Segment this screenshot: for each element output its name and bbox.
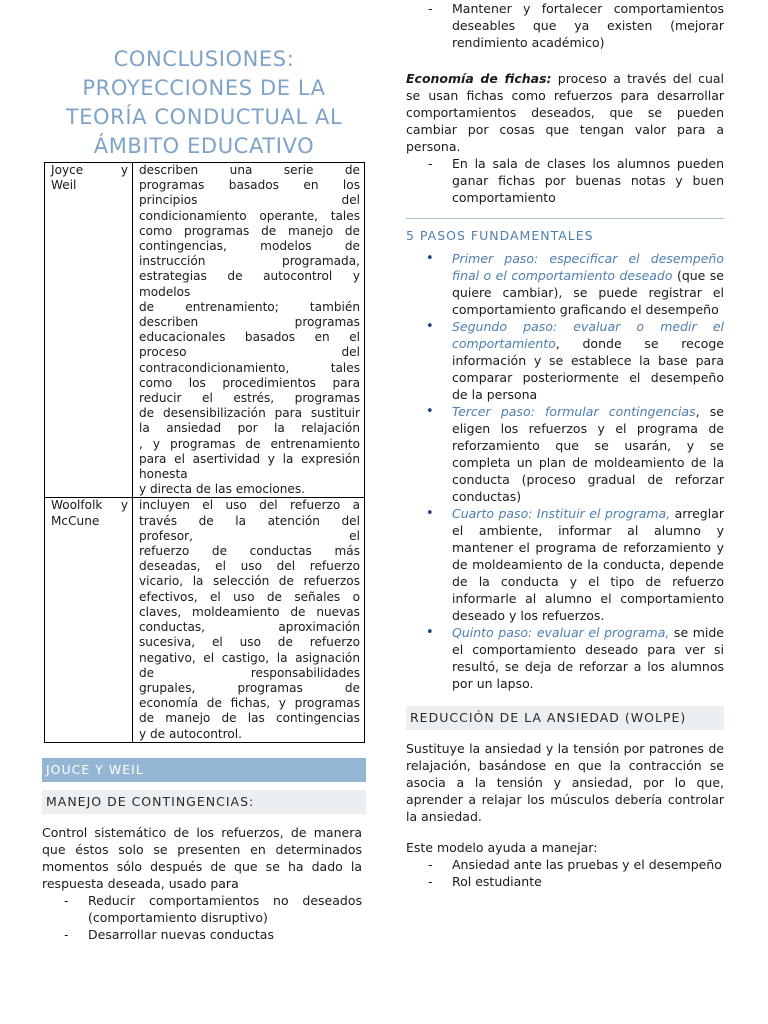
paso-label: Quinto paso: evaluar el programa, <box>452 625 670 640</box>
paso-text: (que se quiere cambiar), se puede registrar el comportamiento graficando el desempeño <box>452 268 724 317</box>
description-line: contracondicionamiento, tales <box>139 360 360 375</box>
section-divider <box>406 218 724 219</box>
description-line: de manejo de las contingencias <box>139 711 360 726</box>
page-title <box>42 45 366 161</box>
section-bar-jouce-weil: JOUCE Y WEIL <box>42 758 366 782</box>
subsection-bar-manejo: MANEJO DE CONTINGENCIAS: <box>42 790 366 814</box>
bullet-mark: • <box>426 506 434 521</box>
paso-label: Primer paso: especificar el desempeño final o el comportamiento deseado <box>452 251 724 283</box>
table-row <box>45 163 365 498</box>
manejo-list <box>42 892 362 943</box>
description-cell <box>133 163 365 498</box>
description-line: como programas de manejo de <box>139 223 360 238</box>
dash-mark: - <box>428 857 433 872</box>
description-line: para el asertividad y la expresión <box>139 451 360 466</box>
description-line: describen una serie de <box>139 163 360 177</box>
modelo-paragraph: Este modelo ayuda a manejar: <box>406 840 598 855</box>
description-line: incluyen el uso del refuerzo a <box>139 498 360 513</box>
description-line: conductas, aproximación <box>139 620 360 635</box>
description-line: refuerzo de conductas más <box>139 544 360 559</box>
fichas-example-list <box>406 155 724 206</box>
description-line: modelos <box>139 284 191 299</box>
description-line: de desensibilización para sustituir <box>139 406 360 421</box>
paso-label: Tercer paso: formular contingencias <box>452 404 696 419</box>
description-line: educacionales basados en el <box>139 330 360 345</box>
manejo-paragraph: Control sistemático de los refuerzos, de manera que éstos solo se presenten en determinados momentos sólo después de que se ha dado la respuesta deseada, usado para <box>42 824 362 891</box>
description-line: economía de fichas, y programas <box>139 696 360 711</box>
economia-paragraph <box>406 70 724 155</box>
list-item <box>406 873 724 890</box>
description-line: la ansiedad por la relajación <box>139 421 360 436</box>
pasos-list <box>406 250 724 692</box>
paso-item <box>406 624 724 692</box>
paso-item <box>406 403 724 505</box>
description-line: contingencias, modelos de <box>139 239 360 254</box>
authors-table <box>44 162 365 743</box>
description-line: de entrenamiento; también <box>139 299 360 314</box>
description-cell <box>133 498 365 742</box>
description-line: reducir el estrés, programas <box>139 391 360 406</box>
title-line: PROYECCIONES DE LA <box>82 76 326 100</box>
paso-item <box>406 318 724 403</box>
ansiedad-bar: REDUCCIÓN DE LA ANSIEDAD (WOLPE) <box>406 706 724 730</box>
description-line: efectivos, el uso de señales o <box>139 589 360 604</box>
dash-mark: - <box>428 1 433 16</box>
description-line: estrategias de autocontrol y <box>139 269 360 284</box>
author-line: Joyce y <box>51 163 128 177</box>
author-cell <box>45 498 133 742</box>
description-line: y de autocontrol. <box>139 726 242 741</box>
pasos-heading: 5 PASOS FUNDAMENTALES <box>406 228 594 243</box>
list-item-text: En la sala de clases los alumnos pueden ganar fichas por buenas notas y buen comportamiento <box>452 156 724 205</box>
list-item-text: Ansiedad ante las pruebas y el desempeño <box>452 857 722 872</box>
economia-text: proceso a través del cual se usan fichas como refuerzos para desarrollar comportamientos deseados, que se pueden cambiar por cosas que tengan valor para a persona. <box>406 71 725 154</box>
title-line: ÁMBITO EDUCATIVO <box>93 134 315 158</box>
list-item-text: Reducir comportamientos no deseados (comportamiento disruptivo) <box>88 892 362 925</box>
description-line: , y programas de entrenamiento <box>139 436 360 451</box>
paso-label: Cuarto paso: Instituir el programa, <box>452 506 671 521</box>
description-line: negativo, el castigo, la asignación <box>139 650 360 665</box>
description-line: describen programas <box>139 315 360 330</box>
description-line: condicionamiento operante, tales <box>139 208 360 223</box>
paso-text: , se eligen los refuerzos y el programa de reforzamiento que se usarán, y se completa un plan de moldeamiento de la conducta (proceso gradual de reforzar conductas) <box>452 404 725 504</box>
description-line: como los procedimientos para <box>139 375 360 390</box>
list-item-text: Desarrollar nuevas conductas <box>88 926 274 942</box>
description-line: través de la atención del <box>139 513 360 528</box>
author-line: Woolfolk y <box>51 498 128 513</box>
author-cell <box>45 163 133 498</box>
description-line: programas basados en los <box>139 178 360 193</box>
description-line: grupales, programas de <box>139 680 360 695</box>
description-line: de responsabilidades <box>139 665 360 680</box>
bullet-mark: • <box>426 404 434 419</box>
paso-label: Segundo paso: evaluar o medir el comportamiento <box>452 319 724 351</box>
ansiedad-paragraph: Sustituye la ansiedad y la tensión por patrones de relajación, basándose en que la contracción se asocia a la tensión y ansiedad, por lo que, aprender a relajar los músculos debería controlar la ansiedad. <box>406 741 724 824</box>
left-column <box>42 0 366 943</box>
table-row <box>45 498 365 742</box>
description-line: proceso del <box>139 345 360 360</box>
dash-mark: - <box>64 926 69 942</box>
description-line: deseadas, el uso del refuerzo <box>139 559 360 574</box>
title-line: TEORÍA CONDUCTUAL AL <box>65 105 343 129</box>
description-line: instrucción programada, <box>139 254 360 269</box>
list-item <box>406 0 724 51</box>
list-item-text: Mantener y fortalecer comportamientos deseables que ya existen (mejorar rendimiento académico) <box>452 1 724 50</box>
fortalecer-list <box>406 0 724 51</box>
description-line: profesor, el <box>139 528 360 543</box>
paso-item <box>406 505 724 624</box>
dash-mark: - <box>64 892 69 908</box>
bullet-mark: • <box>426 319 434 334</box>
description-line: principios del <box>139 193 360 208</box>
paso-text: arreglar el ambiente, informar al alumno y mantener el programa de reforzamiento y de moldeamiento de la conducta, depende de la conducta y el tipo de refuerzo informarle al alumno el comportamiento deseado y los refuerzos. <box>452 506 724 623</box>
paso-text: , donde se recoge información y se establece la base para comparar posteriormente el desempeño de la persona <box>452 336 724 402</box>
list-item <box>42 926 362 943</box>
bullet-mark: • <box>426 625 434 640</box>
right-column <box>406 0 724 890</box>
description-line: sucesiva, el uso de refuerzo <box>139 635 360 650</box>
description-line: claves, moldeamiento de nuevas <box>139 604 360 619</box>
description-line: honesta <box>139 467 188 482</box>
list-item <box>42 892 362 926</box>
list-item-text: Rol estudiante <box>452 874 542 889</box>
dash-mark: - <box>428 874 433 889</box>
paso-item <box>406 250 724 318</box>
bullet-mark: • <box>426 251 434 266</box>
description-line: y directa de las emociones. <box>139 482 305 497</box>
ansiedad-list <box>406 856 724 890</box>
list-item <box>406 856 724 873</box>
list-item <box>406 155 724 206</box>
economia-label: Economía de fichas: <box>406 71 552 86</box>
author-line: McCune <box>51 513 100 528</box>
paso-text: se mide el comportamiento deseado para ver si resultó, se deja de reforzar a los alumnos por un lapso. <box>452 625 724 691</box>
title-line: CONCLUSIONES: <box>113 47 295 71</box>
dash-mark: - <box>428 156 433 171</box>
author-line: Weil <box>51 178 77 193</box>
description-line: vicario, la selección de refuerzos <box>139 574 360 589</box>
